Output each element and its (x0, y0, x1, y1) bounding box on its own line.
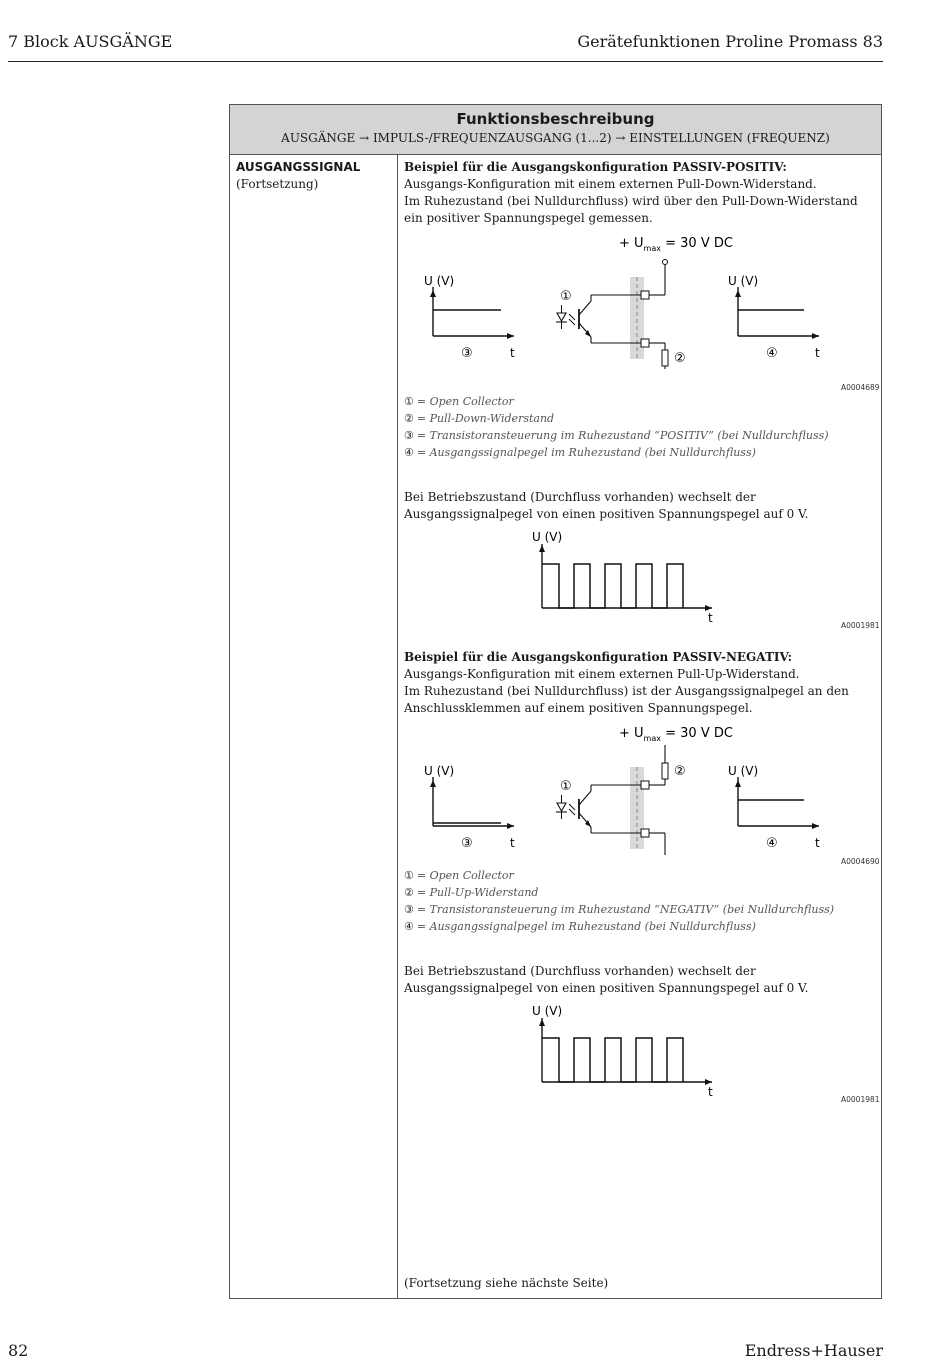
continuation-note: (Fortsetzung siehe nächste Seite) (404, 1276, 609, 1290)
marker-2: ② (674, 351, 686, 366)
marker-2: ② (674, 764, 686, 779)
axis-label-u: U (V) (728, 764, 759, 778)
axis-label-t: t (815, 836, 820, 850)
legend-item: ③ = Transistoransteuerung im Ruhezustand “NEGATIV” (bei Nulldurchfluss) (404, 903, 835, 916)
column-divider (397, 154, 398, 1298)
section-text: Ausgangs-Konfiguration mit einem externen Pull-Up-Widerstand. (404, 667, 800, 681)
figure-code: A0004689 (841, 383, 880, 392)
legend-item: ① = Open Collector (404, 869, 514, 882)
supply-label: + $U_{max} = 30$ V DC (619, 726, 733, 743)
section-passiv-negativ-intro (404, 649, 880, 717)
function-continuation-note: (Fortsetzung) (236, 177, 319, 191)
table-menu-path: AUSGÄNGE → IMPULS-/FREQUENZAUSGANG (1...2) → EINSTELLUNGEN (FREQUENZ) (281, 131, 830, 145)
legend-item: ③ = Transistoransteuerung im Ruhezustand “POSITIV” (bei Nulldurchfluss) (404, 429, 829, 442)
header-title: Gerätefunktionen Proline Promass 83 (577, 32, 883, 51)
footer-brand: Endress+Hauser (744, 1341, 883, 1360)
axis-label-t: t (815, 346, 820, 360)
figure-code: A0004690 (841, 857, 880, 866)
marker-3: ③ (461, 836, 473, 851)
function-name: AUSGANGSSIGNAL (236, 160, 361, 174)
axis-label-t: t (510, 836, 515, 850)
legend-item: ② = Pull-Down-Widerstand (404, 412, 555, 425)
supply-label: + $U_{max} = 30$ V DC (619, 236, 733, 253)
section-text: Ausgangs-Konfiguration mit einem externen Pull-Down-Widerstand. (404, 177, 817, 191)
square-wave-diagram (404, 527, 880, 627)
header-chapter: 7 Block AUSGÄNGE (8, 32, 173, 51)
section-text: Im Ruhezustand (bei Nulldurchfluss) ist der Ausgangssignalpegel an den Anschlussklemmen auf einem positiven Spannungspegel. (404, 684, 849, 715)
section-heading: Beispiel für die Ausgangskonfiguration PASSIV-NEGATIV: (404, 650, 793, 664)
square-wave-diagram (404, 1001, 880, 1101)
axis-label-u: U (V) (728, 274, 759, 288)
axis-label-t: t (510, 346, 515, 360)
page-number: 82 (8, 1341, 29, 1360)
axis-label-u: U (V) (532, 1004, 563, 1018)
operation-text: Bei Betriebszustand (Durchfluss vorhanden) wechselt der Ausgangssignalpegel von einen positiven Spannungspegel auf 0 V. (404, 964, 809, 995)
axis-label-u: U (V) (424, 274, 455, 288)
marker-3: ③ (461, 346, 473, 361)
function-table (229, 104, 882, 1299)
circuit-diagram-negativ (404, 719, 880, 859)
marker-1: ① (560, 289, 572, 304)
legend-item: ② = Pull-Up-Widerstand (404, 886, 539, 899)
axis-label-u: U (V) (424, 764, 455, 778)
table-header (230, 105, 881, 155)
legend-positiv (404, 393, 829, 461)
legend-negativ (404, 867, 834, 935)
marker-1: ① (560, 779, 572, 794)
marker-4: ④ (766, 836, 778, 851)
section-heading: Beispiel für die Ausgangskonfiguration PASSIV-POSITIV: (404, 160, 787, 174)
operation-text: Bei Betriebszustand (Durchfluss vorhanden) wechselt der Ausgangssignalpegel von einen positiven Spannungspegel auf 0 V. (404, 490, 809, 521)
section-text: Im Ruhezustand (bei Nulldurchfluss) wird über den Pull-Down-Widerstand ein positiver Spannungspegel gemessen. (404, 194, 858, 225)
legend-item: ④ = Ausgangssignalpegel im Ruhezustand (bei Nulldurchfluss) (404, 446, 756, 459)
section-passiv-positiv-intro (404, 159, 880, 227)
axis-label-t: t (708, 611, 713, 625)
circuit-diagram-positiv (404, 229, 880, 369)
legend-item: ① = Open Collector (404, 395, 514, 408)
figure-code: A0001981 (841, 621, 880, 630)
header-divider (8, 61, 883, 62)
function-name-cell (236, 159, 396, 193)
marker-4: ④ (766, 346, 778, 361)
table-title: Funktionsbeschreibung (456, 110, 655, 128)
axis-label-u: U (V) (532, 530, 563, 544)
legend-item: ④ = Ausgangssignalpegel im Ruhezustand (bei Nulldurchfluss) (404, 920, 756, 933)
figure-code: A0001981 (841, 1095, 880, 1104)
axis-label-t: t (708, 1085, 713, 1099)
